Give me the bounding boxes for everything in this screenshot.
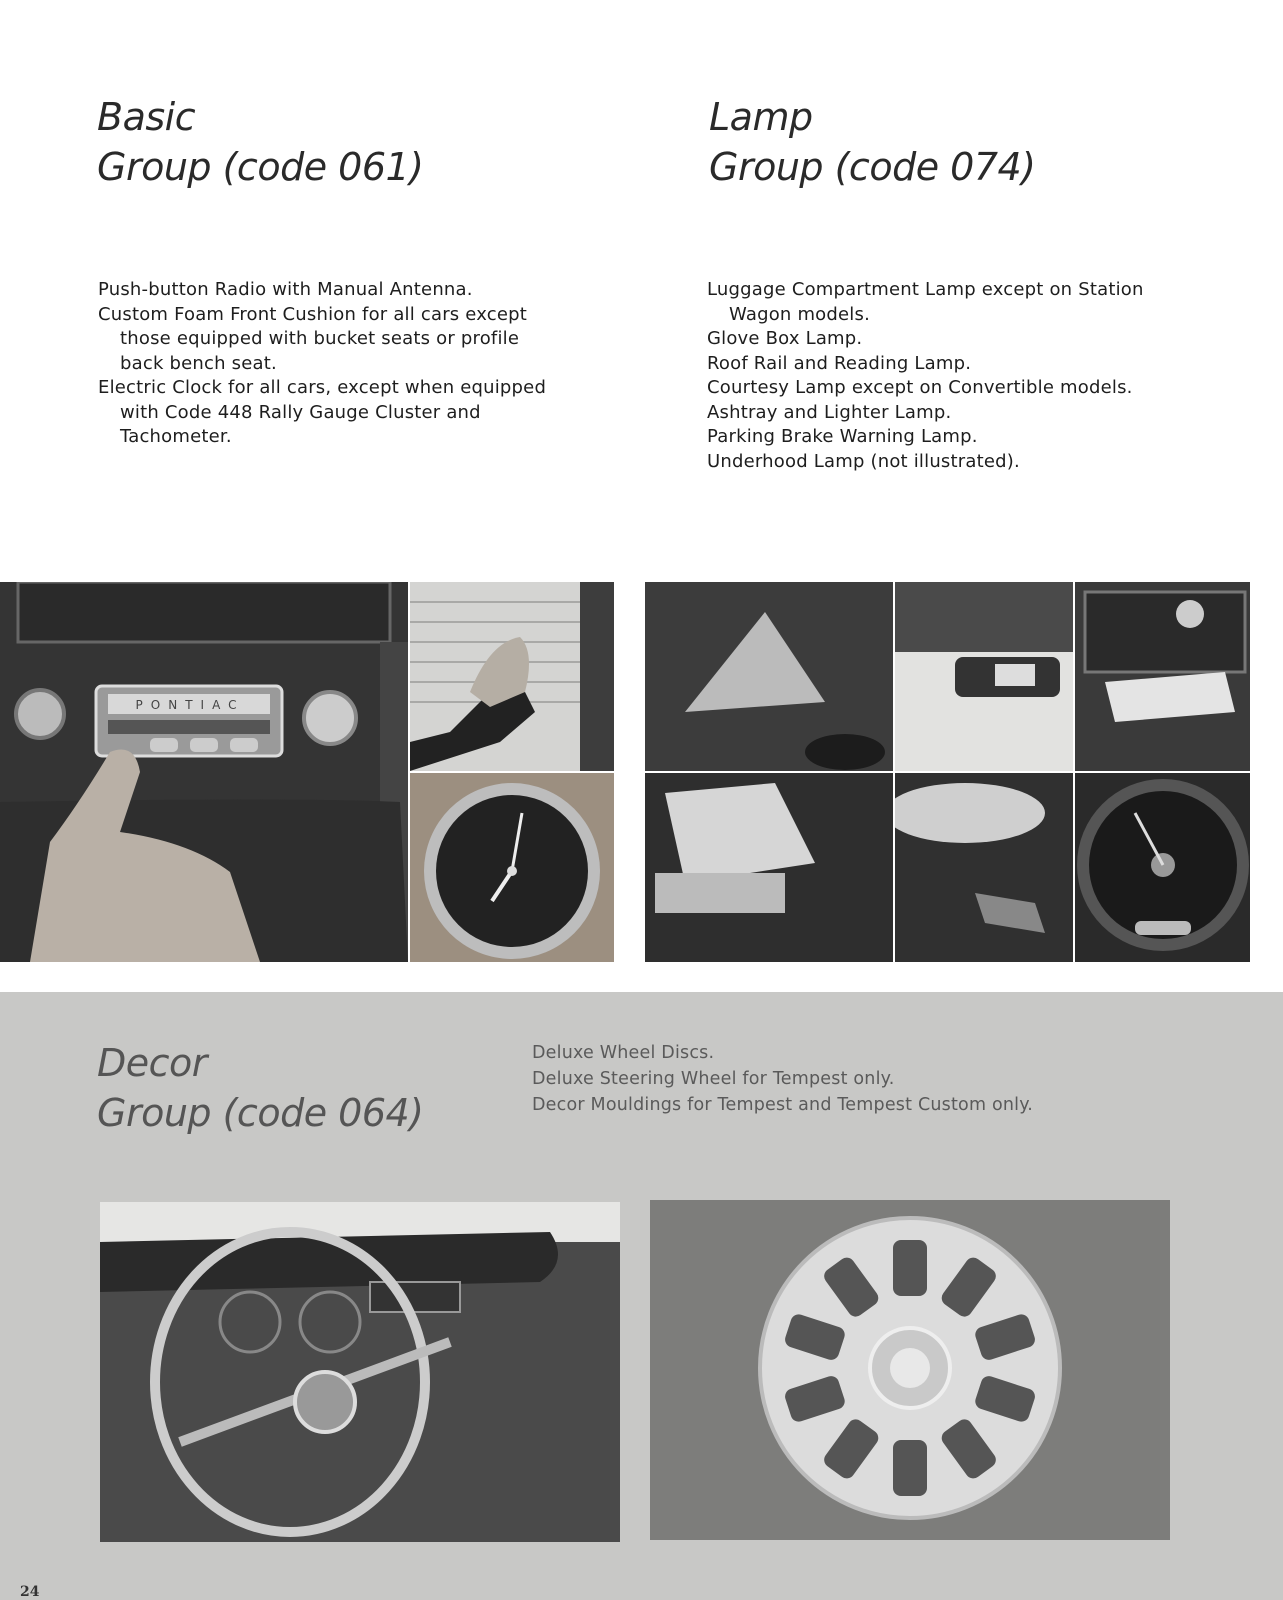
list-item: Custom Foam Front Cushion for all cars except those equipped with bucket seats or profile back bench seat.: [98, 303, 528, 374]
list-item: Parking Brake Warning Lamp.: [707, 426, 978, 447]
basic-group-title: [97, 92, 424, 192]
glove-box-lamp-photo: [1075, 582, 1250, 771]
title-line: Group (code 061): [97, 145, 424, 189]
list-item: Courtesy Lamp except on Convertible models.: [707, 377, 1133, 398]
luggage-compartment-lamp-photo: [645, 582, 893, 771]
electric-clock-photo: [410, 773, 614, 962]
title-line: Lamp: [709, 95, 813, 139]
decor-group-title: [97, 1038, 424, 1138]
lamp-group-title: [709, 92, 1036, 192]
list-item: Electric Clock for all cars, except when equipped with Code 448 Rally Gauge Cluster and Tachometer.: [98, 377, 547, 447]
list-item: Push-button Radio with Manual Antenna.: [98, 279, 473, 300]
wheel-disc-window: [893, 1440, 927, 1496]
list-item: Roof Rail and Reading Lamp.: [707, 352, 972, 374]
ashtray-lighter-lamp-photo: [895, 773, 1073, 962]
title-line: Group (code 074): [709, 145, 1036, 189]
deluxe-steering-wheel-photo: [100, 1202, 620, 1542]
decor-group-section: [0, 992, 1283, 1600]
list-item: Ashtray and Lighter Lamp.: [707, 401, 952, 423]
parking-brake-warning-lamp-photo: [1075, 773, 1250, 962]
wheel-disc-window: [893, 1240, 927, 1296]
list-item: Glove Box Lamp.: [707, 328, 863, 349]
list-item: Underhood Lamp (not illustrated).: [707, 450, 1020, 472]
radio-brand-label: PONTIAC: [135, 698, 245, 712]
basic-group-list: [98, 278, 568, 450]
decor-group-list: [532, 1040, 1172, 1118]
title-line: Decor: [97, 1041, 207, 1085]
roof-rail-lamp-photo: [895, 582, 1073, 771]
seat-cushion-photo: [410, 582, 614, 771]
list-item: Deluxe Steering Wheel for Tempest only.: [532, 1069, 895, 1089]
title-line: Group (code 064): [97, 1091, 424, 1135]
list-item: Deluxe Wheel Discs.: [532, 1043, 715, 1063]
deluxe-wheel-disc-photo: [650, 1200, 1170, 1540]
radio-photo: [0, 582, 408, 962]
list-item: Decor Mouldings for Tempest and Tempest Custom only.: [532, 1095, 1034, 1115]
courtesy-lamp-photo: [645, 773, 893, 962]
page-number: 24: [20, 1584, 40, 1600]
title-line: Basic: [97, 95, 196, 139]
list-item: Luggage Compartment Lamp except on Station Wagon models.: [707, 279, 1144, 325]
lamp-group-list: [707, 278, 1187, 474]
